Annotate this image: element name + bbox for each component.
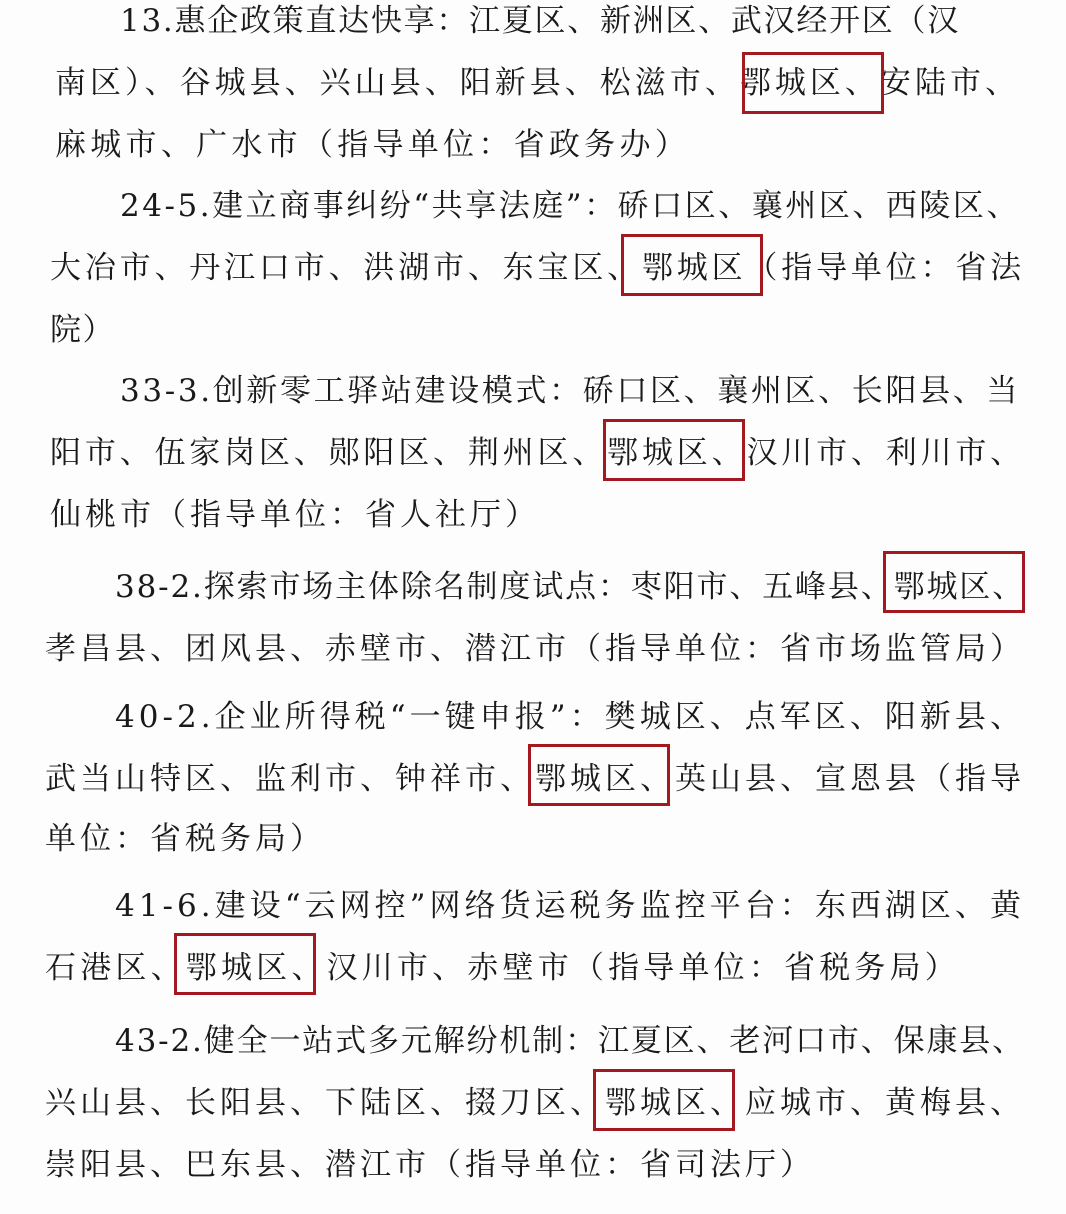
text-line: 大冶市、丹江口市、洪湖市、东宝区、鄂城区（指导单位：省法 bbox=[50, 250, 1025, 286]
paragraph-line bbox=[0, 114, 1066, 176]
text-line: 石港区、鄂城区、汉川市、赤壁市（指导单位：省税务局） bbox=[45, 950, 960, 986]
text-line: 38-2.探索市场主体除名制度试点：枣阳市、五峰县、鄂城区、 bbox=[115, 569, 1025, 605]
text-line: 13.惠企政策直达快享：江夏区、新洲区、武汉经开区（汉 bbox=[120, 3, 960, 39]
text-line: 仙桃市（指导单位：省人社厅） bbox=[50, 497, 540, 533]
text-line: 40-2.企业所得税“一键申报”：樊城区、点军区、阳新县、 bbox=[115, 699, 1025, 735]
paragraph-line bbox=[0, 875, 1066, 937]
paragraph-line bbox=[0, 618, 1066, 680]
text-line: 单位：省税务局） bbox=[45, 821, 325, 857]
paragraph-line bbox=[0, 422, 1066, 484]
text-line: 孝昌县、团风县、赤壁市、潜江市（指导单位：省市场监管局） bbox=[45, 631, 1025, 667]
paragraph-line bbox=[0, 808, 1066, 870]
paragraph-line bbox=[0, 360, 1066, 422]
text-line: 南区）、谷城县、兴山县、阳新县、松滋市、鄂城区、安陆市、 bbox=[55, 65, 1020, 101]
text-line: 麻城市、广水市（指导单位：省政务办） bbox=[55, 127, 690, 163]
text-line: 武当山特区、监利市、钟祥市、鄂城区、英山县、宣恩县（指导 bbox=[45, 761, 1025, 797]
paragraph-line bbox=[0, 175, 1066, 237]
paragraph-line bbox=[0, 237, 1066, 299]
paragraph-line bbox=[0, 748, 1066, 810]
paragraph-line bbox=[0, 484, 1066, 546]
text-line: 24-5.建立商事纠纷“共享法庭”：硚口区、襄州区、西陵区、 bbox=[120, 188, 1020, 224]
paragraph-line bbox=[0, 1010, 1066, 1072]
paragraph-line bbox=[0, 686, 1066, 748]
text-line: 43-2.健全一站式多元解纷机制：江夏区、老河口市、保康县、 bbox=[115, 1023, 1025, 1059]
paragraph-line bbox=[0, 299, 1066, 361]
text-line: 41-6.建设“云网控”网络货运税务监控平台：东西湖区、黄 bbox=[115, 888, 1025, 924]
text-line: 院） bbox=[50, 312, 115, 348]
text-line: 崇阳县、巴东县、潜江市（指导单位：省司法厅） bbox=[45, 1147, 815, 1183]
text-line: 33-3.创新零工驿站建设模式：硚口区、襄州区、长阳县、当 bbox=[120, 373, 1020, 409]
paragraph-line bbox=[0, 937, 1066, 999]
paragraph-line bbox=[0, 52, 1066, 114]
text-line: 兴山县、长阳县、下陆区、掇刀区、鄂城区、应城市、黄梅县、 bbox=[45, 1085, 1025, 1121]
paragraph-line bbox=[0, 1134, 1066, 1196]
paragraph-line bbox=[0, 1072, 1066, 1134]
text-line: 阳市、伍家岗区、郧阳区、荆州区、鄂城区、汉川市、利川市、 bbox=[50, 435, 1025, 471]
paragraph-line bbox=[0, 556, 1066, 618]
paragraph-line bbox=[0, 0, 1066, 52]
